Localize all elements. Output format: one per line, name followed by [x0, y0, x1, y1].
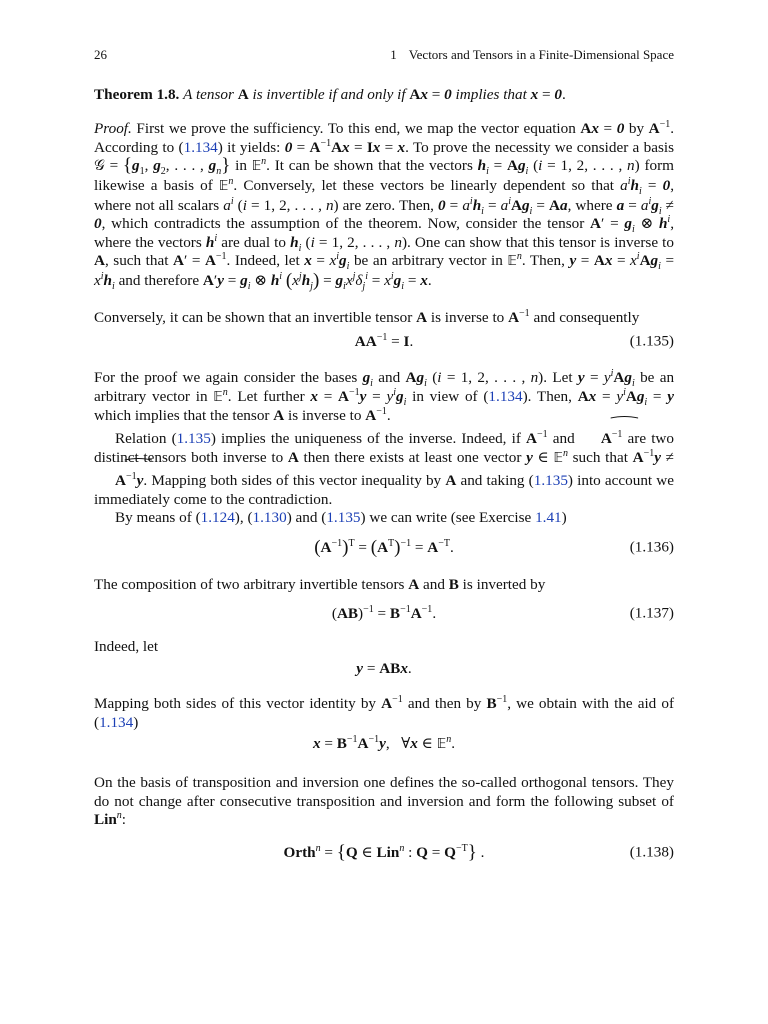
equation-number: (1.135) [629, 332, 674, 350]
paragraph-composition: The composition of two arbitrary invertible tensors A and B is inverted by [94, 575, 546, 593]
equation-1-135: $AA^{-1} = I$. (1.135) [354, 331, 674, 350]
running-header [94, 46, 674, 65]
paragraph-orthogonal: On the basis of transposition and inversion one defines the so-called orthogonal tensors. They do not change after consecutive transposition and inversion and form the following subset of Lin$^n$: [94, 774, 674, 829]
ref-exercise-1-41[interactable]: 1.41 [535, 509, 562, 527]
equation-number: (1.138) [629, 843, 674, 861]
ref-1-134[interactable]: 1.134 [99, 713, 134, 731]
equation-y-abx: y = ABx. [356, 659, 412, 677]
ref-1-124[interactable]: 1.124 [200, 509, 235, 527]
ref-1-135[interactable]: 1.135 [533, 472, 568, 490]
equation-1-138: Orth$^n$ = {Q ∈ Lin$^n$ : $Q = Q^{-T}$} . (1.138) [283, 841, 674, 863]
paragraph-mapping: Mapping both sides of this vector identity by $A^{-1}$ and then by $B^{-1}$, we obtain with the aid of (1.134) [94, 694, 675, 731]
theorem-1-8: Theorem 1.8. A tensor A is invertible if and only if Ax = 0 implies that x = 0. [94, 85, 566, 103]
chapter-title: Vectors and Tensors in a Finite-Dimensional Space [408, 47, 674, 62]
equation-number: (1.136) [629, 538, 674, 556]
equation-number: (1.137) [629, 605, 674, 623]
equation-1-137: $(AB)^{-1} = B^{-1}A^{-1}$. (1.137) [331, 604, 674, 623]
ref-1-135[interactable]: 1.135 [326, 509, 361, 527]
proof-label: Proof. [94, 120, 132, 138]
equation-1-136: $(A^{-1})^T = (A^T)^{-1} = A^{-T}$. (1.136) [314, 536, 674, 558]
ref-1-135[interactable]: 1.135 [176, 429, 211, 447]
ref-1-134[interactable]: 1.134 [183, 138, 218, 156]
chapter-number: 1 [390, 47, 397, 62]
ref-1-130[interactable]: 1.130 [252, 509, 287, 527]
theorem-label: Theorem 1.8. [94, 85, 180, 103]
paragraph-indeed: Indeed, let [94, 638, 159, 656]
equation-x-inverse: $x = B^{-1}A^{-1}y$, ∀x ∈ 𝔼$^n$. [313, 734, 455, 753]
page-number: 26 [94, 47, 107, 62]
chapter-heading [390, 46, 674, 65]
paragraph-uniqueness: Relation (1.135) implies the uniqueness of the inverse. Indeed, if $A^{-1}$ and ⁀ $A^{-1}$ are two distinct tensors both inverse to A then there exists at least one vector y ∈ 𝔼$^n$ such that $A^{-1}y$ ≠ ⁀ $A^{-1}y$. Mapping both sides of this vector inequality by A and taking (1.135) into account we immediately come to the contradiction. [94, 426, 674, 509]
proof-paragraph: Proof. First we prove the sufficiency. To this end, we map the vector equation Ax = 0 by $A^{-1}$. According to (1.134) it yields: $0 = A^{-1}Ax = Ix = x$. To prove the necessity we consider a basis 𝒢 = {$g_1$, $g_2$, . . . , $g_n$} in 𝔼$^n$. It can be shown that the vectors $h_i = Ag_i$ (i = 1, 2, . . . , n) form likewise a basis of 𝔼$^n$. Conversely, let these vectors be linearly dependent so that $a^ih_i = 0$, where not all scalars $a^i$ (i = 1, 2, . . . , n) are zero. Then, $0 = a^ih_i = a^iAg_i = Aa$, where $a = a^ig_i \ne 0$, which contradicts the assumption of the theorem. Now, consider the tensor $A' = g_i$ ⊗ $h^i$, where the vectors $h^i$ are dual to $h_i$ (i = 1, 2, . . . , n). One can show that this tensor is inverse to A, such that $A' = A^{-1}$. Indeed, let $x = x^ig_i$ be an arbitrary vector in 𝔼$^n$. Then, $y = Ax = x^iAg_i = x^ih_i$ and therefore $A'y = g_i$ ⊗ $h^i$ $(x^jh_j) = g_ix^j\delta_j^i = x^ig_i = x$. [94, 119, 675, 292]
paragraph-inverse: Conversely, it can be shown that an invertible tensor A is inverse to $A^{-1}$ and consequently [94, 307, 640, 326]
ref-1-134[interactable]: 1.134 [488, 387, 523, 405]
paragraph-proof-again: For the proof we again consider the bases $g_i$ and $Ag_i$ (i = 1, 2, . . . , n). Let $y = y^iAg_i$ be an arbitrary vector in 𝔼$^n$. Let further $x = A^{-1}y = y^ig_i$ in view of (1.134). Then, $Ax = y^iAg_i = y$ which implies that the tensor A is inverse to $A^{-1}$. [94, 368, 675, 425]
paragraph-by-means: By means of (1.124), (1.130) and (1.135) we can write (see Exercise 1.41) [115, 509, 567, 527]
book-page [94, 46, 674, 876]
